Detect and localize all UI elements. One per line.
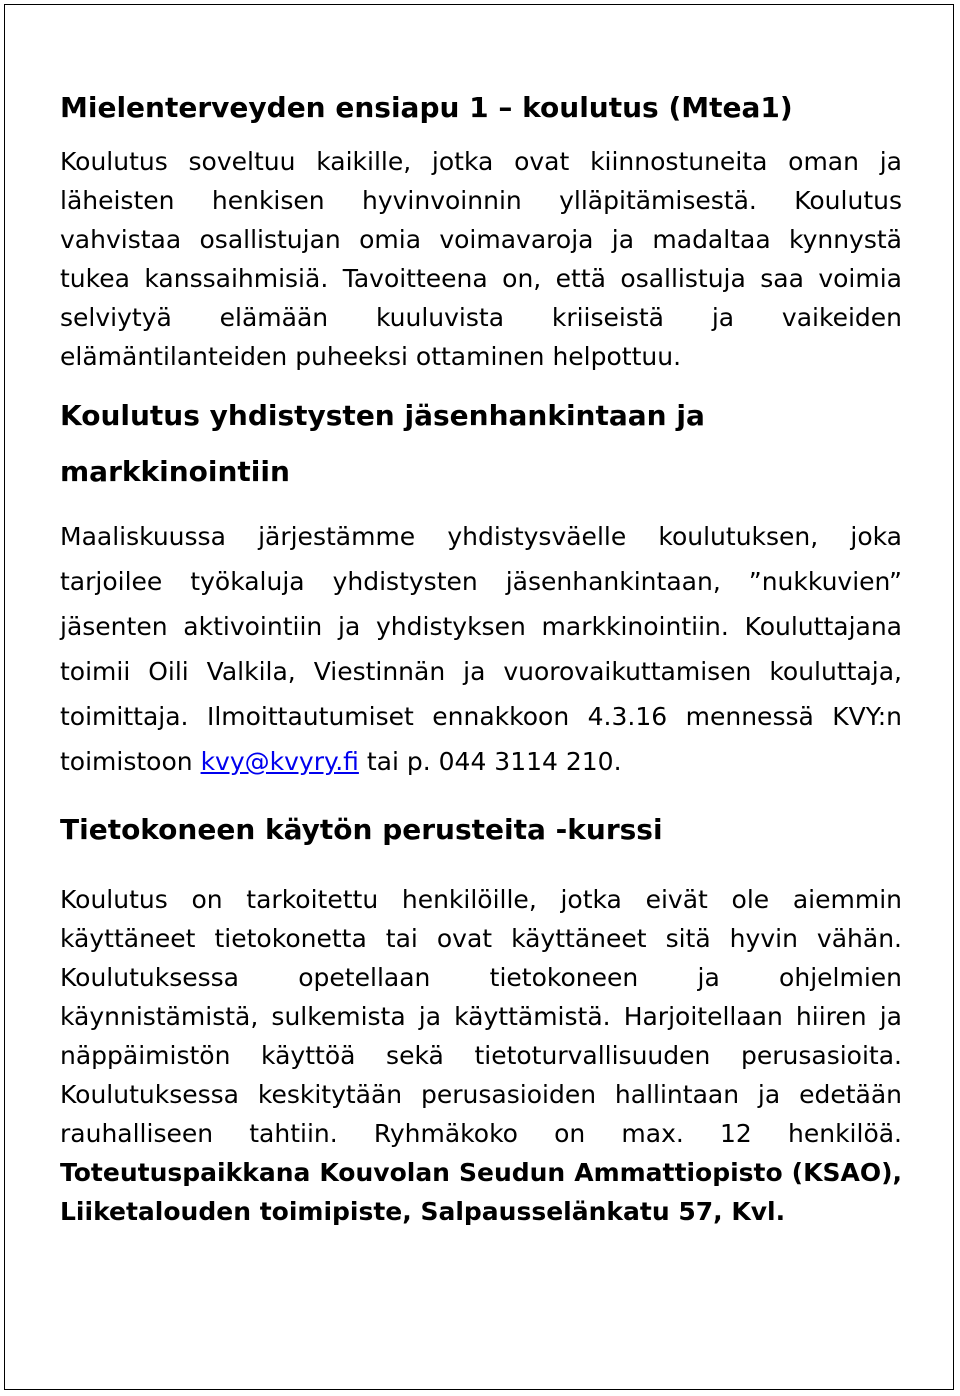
section-title-membership-marketing: Koulutus yhdistysten jäsenhankintaan ja markkinointiin — [60, 399, 705, 488]
body-text: Maaliskuussa järjestämme yhdistysväelle koulutuksen, joka tarjoilee työkaluja yhdistysten jäsenhankintaan, ”nukkuvien” jäsenten aktivointiin ja yhdistyksen markkinointiin. Kouluttajana toimii Oili Valkila, Viestinnän ja vuorovaikuttamisen kouluttaja, toimittaja. Ilmoittautumiset ennakkoon 4.3.16 mennessä KVY:n toimistoon — [60, 522, 902, 776]
section-title-mtea1: Mielenterveyden ensiapu 1 – koulutus (Mtea1) — [60, 91, 793, 124]
venue-text: Toteutuspaikkana Kouvolan Seudun Ammattiopisto (KSAO), Liiketalouden toimipiste, Salpausselänkatu 57, Kvl. — [60, 1158, 902, 1226]
section-body-membership-marketing — [60, 514, 902, 784]
section-body-mtea1: Koulutus soveltuu kaikille, jotka ovat kiinnostuneita oman ja läheisten henkisen hyvinvoinnin ylläpitämisestä. Koulutus vahvistaa osallistujan omia voimavaroja ja madaltaa kynnystä tukea kanssaihmisiä. Tavoitteena on, että osallistuja saa voimia selviytyä elämään kuuluvista kriiseistä ja vaikeiden elämäntilanteiden puheeksi ottaminen helpottuu. — [60, 147, 902, 371]
document-content — [60, 80, 902, 1231]
email-link[interactable]: kvy@kvyry.fi — [200, 747, 359, 776]
body-text: Koulutus on tarkoitettu henkilöille, jotka eivät ole aiemmin käyttäneet tietokonetta tai ovat käyttäneet sitä hyvin vähän. Koulutuksessa opetellaan tietokoneen ja ohjelmien käynnistämistä, sulkemista ja käyttämistä. Harjoitellaan hiiren ja näppäimistön käyttöä sekä tietoturvallisuuden perusasioita. Koulutuksessa keskitytään perusasioiden hallintaan ja edetään rauhalliseen tahtiin. Ryhmäkoko on max. 12 henkilöä. — [60, 885, 902, 1148]
section-title-computer-basics: Tietokoneen käytön perusteita -kurssi — [60, 813, 663, 846]
section-body-computer-basics — [60, 880, 902, 1231]
body-text-end: tai p. 044 3114 210. — [358, 747, 622, 776]
